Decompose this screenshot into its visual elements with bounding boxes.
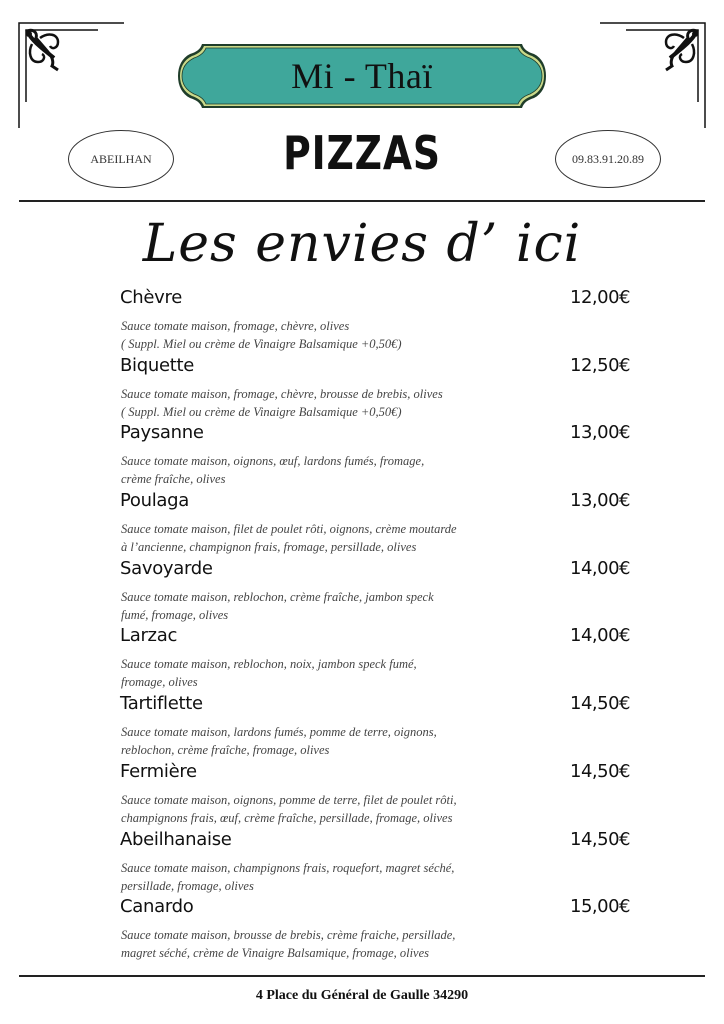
item-description-line: Sauce tomate maison, fromage, chèvre, brousse de brebis, olives [121, 386, 443, 401]
item-description-line: Sauce tomate maison, filet de poulet rôti, oignons, crème moutarde [121, 522, 457, 537]
item-description-line: crème fraîche, olives [121, 472, 226, 487]
corner-ornament-top-left-icon [18, 22, 126, 130]
restaurant-name: Mi - Thaï [291, 56, 433, 96]
item-description [121, 520, 501, 556]
pizza-menu-list [120, 287, 630, 964]
item-name: Abeilhanaise [120, 828, 232, 850]
item-price: 14,50€ [570, 760, 630, 782]
item-description-line: champignons frais, œuf, crème fraîche, persillade, fromage, olives [121, 810, 453, 825]
item-description-line: ( Suppl. Miel ou crème de Vinaigre Balsamique +0,50€) [121, 337, 402, 351]
address: 4 Place du Général de Gaulle 34290 [255, 988, 469, 1003]
item-description-line: Sauce tomate maison, champignons frais, roquefort, magret séché, [121, 860, 455, 875]
item-description [121, 791, 501, 827]
item-price: 14,50€ [570, 828, 630, 850]
header-divider [19, 200, 705, 202]
item-description [121, 723, 501, 759]
item-name: Paysanne [120, 422, 204, 444]
item-description-line: persillade, fromage, olives [121, 878, 254, 893]
item-price: 12,50€ [570, 354, 630, 376]
item-description [121, 385, 501, 421]
item-description-line: reblochon, crème fraîche, fromage, olives [121, 743, 330, 758]
location-badge: ABEILHAN [68, 130, 174, 188]
menu-item [120, 287, 630, 355]
item-description [121, 452, 501, 488]
menu-item [120, 761, 630, 829]
restaurant-name-banner [176, 42, 548, 110]
footer-divider [19, 975, 705, 977]
item-description [121, 317, 501, 353]
item-name: Fermière [120, 760, 197, 782]
item-description-line: fromage, olives [121, 675, 198, 690]
corner-ornament-top-right-icon [598, 22, 706, 130]
item-description-line: Sauce tomate maison, reblochon, noix, jambon speck fumé, [121, 657, 417, 672]
menu-item [120, 490, 630, 558]
item-description-line: Sauce tomate maison, fromage, chèvre, olives [121, 319, 350, 333]
item-description-line: ( Suppl. Miel ou crème de Vinaigre Balsamique +0,50€) [121, 404, 402, 419]
item-price: 14,50€ [570, 693, 630, 715]
item-description-line: Sauce tomate maison, oignons, pomme de terre, filet de poulet rôti, [121, 792, 457, 807]
item-price: 13,00€ [570, 490, 630, 512]
item-description-line: Sauce tomate maison, brousse de brebis, crème fraiche, persillade, [121, 928, 456, 943]
item-name: Larzac [120, 625, 178, 647]
item-name: Savoyarde [120, 557, 213, 579]
item-name: Poulaga [120, 490, 190, 512]
item-description-line: magret séché, crème de Vinaigre Balsamique, fromage, olives [121, 946, 430, 961]
item-price: 13,00€ [570, 422, 630, 444]
item-description-line: fumé, fromage, olives [121, 607, 229, 622]
item-description [121, 926, 501, 962]
item-name: Chèvre [120, 287, 182, 308]
item-price: 14,00€ [570, 557, 630, 579]
menu-item [120, 558, 630, 626]
item-description [121, 859, 501, 895]
item-name: Biquette [120, 354, 195, 376]
menu-item [120, 829, 630, 897]
item-price: 12,00€ [570, 287, 630, 308]
menu-item [120, 896, 630, 964]
menu-item [120, 422, 630, 490]
item-price: 15,00€ [570, 896, 630, 918]
menu-subtitle: Les envies d’ ici [142, 214, 582, 274]
item-name: Canardo [120, 896, 194, 918]
item-description-line: Sauce tomate maison, reblochon, crème fraîche, jambon speck [121, 589, 434, 604]
menu-item [120, 625, 630, 693]
item-description-line: Sauce tomate maison, lardons fumés, pomme de terre, oignons, [121, 725, 437, 740]
section-title: PIZZAS [283, 126, 441, 180]
item-description-line: à l’ancienne, champignon frais, fromage, persillade, olives [121, 540, 417, 555]
item-description [121, 588, 501, 624]
item-description-line: Sauce tomate maison, oignons, œuf, lardons fumés, fromage, [121, 454, 425, 469]
menu-item [120, 693, 630, 761]
menu-item [120, 355, 630, 423]
item-price: 14,00€ [570, 625, 630, 647]
item-name: Tartiflette [120, 693, 203, 715]
phone-badge: 09.83.91.20.89 [555, 130, 661, 188]
item-description [121, 655, 501, 691]
